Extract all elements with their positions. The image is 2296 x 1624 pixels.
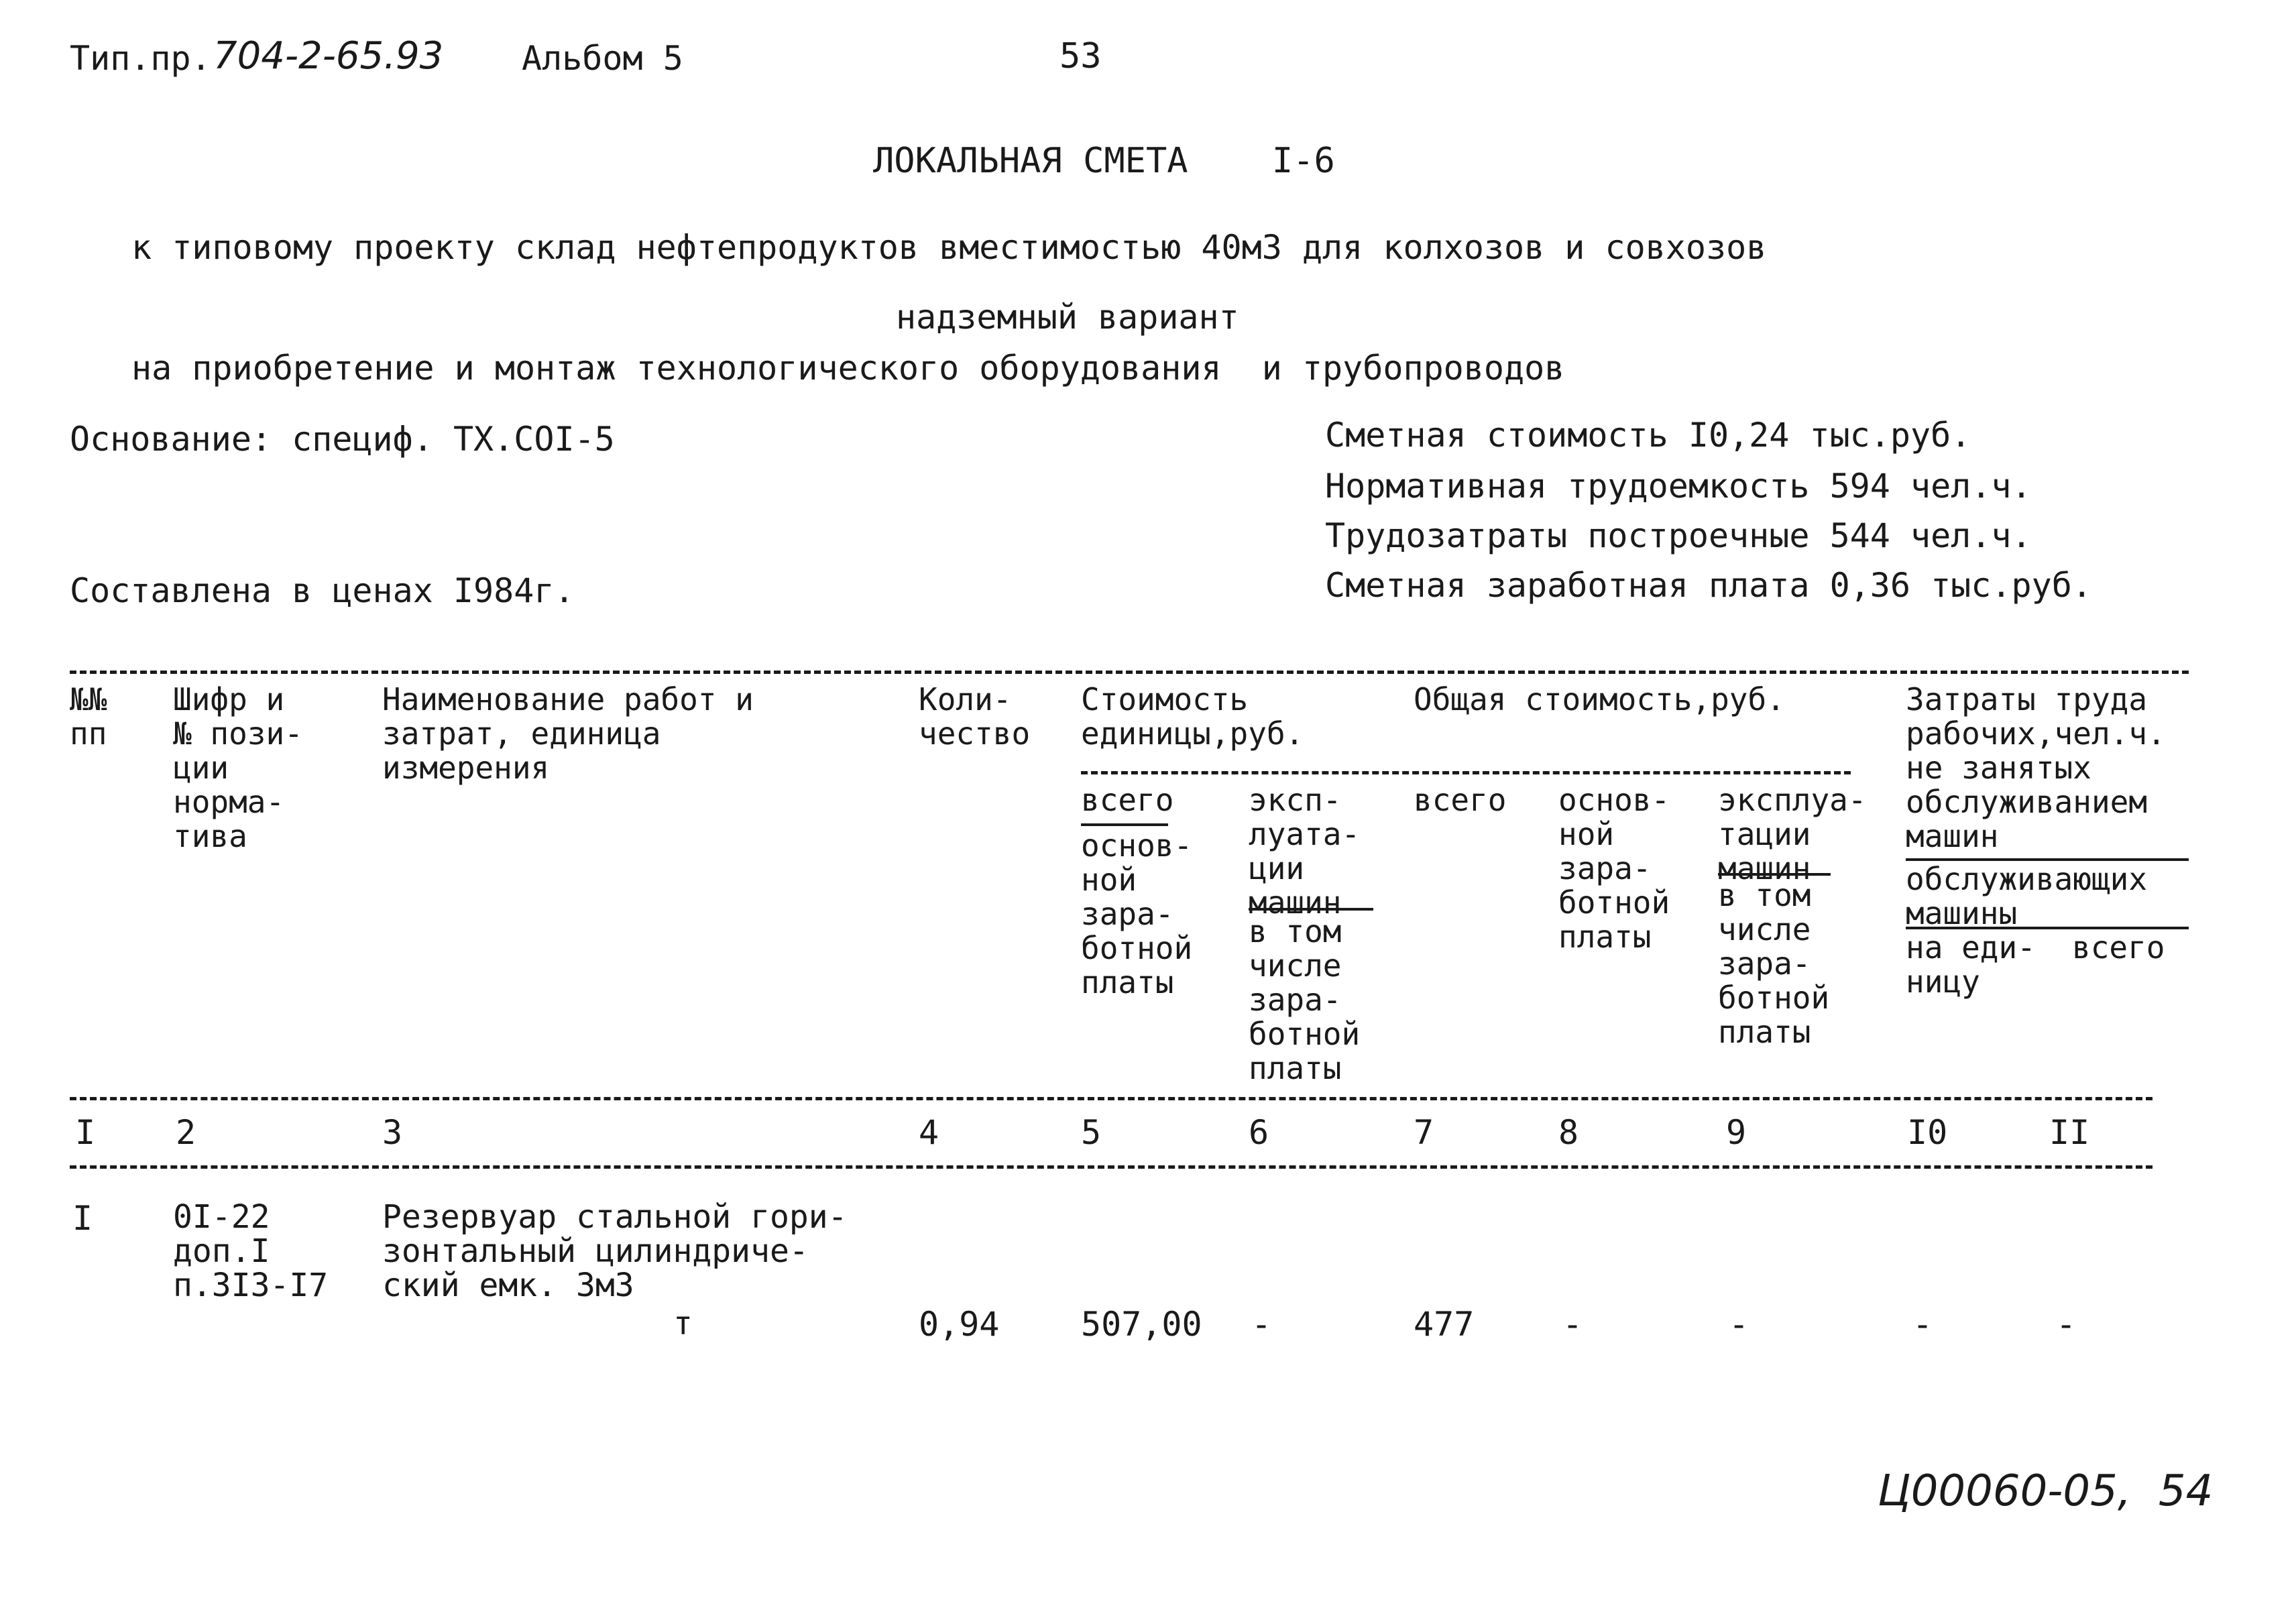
- subtitle-variant: надземный вариант: [896, 298, 1239, 337]
- unit-cost-subrule: [1081, 771, 1851, 774]
- row-total-mach: -: [1729, 1305, 1749, 1344]
- row-name: Резервуар стальной гори- зонтальный цилиндриче- ский емк. 3м3: [382, 1198, 848, 1304]
- summary-wages: Сметная заработная плата 0,36 тыс.руб.: [1325, 566, 2092, 605]
- basis-text: Основание: специф. ТХ.СОI-5: [70, 420, 615, 459]
- col-header-unit-mach-top: эксп- луата- ции машин: [1249, 782, 1361, 921]
- row-unit-total: 507,00: [1081, 1305, 1202, 1344]
- col-header-total-mach-top: эксплуа- тации машин: [1718, 782, 1867, 886]
- prices-year: Составлена в ценах I984г.: [70, 571, 575, 610]
- col-header-total-all: всего: [1414, 782, 1507, 818]
- colnum-bottom-rule: [70, 1165, 2152, 1169]
- col-number: 6: [1249, 1113, 1269, 1152]
- col-header-code: Шифр и № пози- ции норма- тива: [173, 681, 303, 854]
- col-header-unit-cost: Стоимость единицы,руб.: [1081, 681, 1304, 752]
- col-header-unit-total-bottom: основ- ной зара- ботной платы: [1081, 827, 1193, 1000]
- row-num: I: [72, 1199, 93, 1238]
- summary-labor-norm: Нормативная трудоемкость 594 чел.ч.: [1325, 467, 2032, 506]
- row-labor-all: -: [2056, 1305, 2077, 1344]
- col-number: 8: [1558, 1113, 1579, 1152]
- col-number: 9: [1726, 1113, 1747, 1152]
- row-total-all: 477: [1414, 1305, 1475, 1344]
- handwritten-footer-note: Ц00060-05, 54: [1878, 1466, 2214, 1516]
- col-header-unit-total-top: всего: [1081, 782, 1174, 818]
- col-header-total-wage: основ- ной зара- ботной платы: [1558, 782, 1670, 955]
- table-top-rule: [70, 671, 2189, 674]
- row-unit: т: [673, 1305, 693, 1342]
- col-number: II: [2049, 1113, 2090, 1152]
- header-bottom-rule: [70, 1097, 2152, 1100]
- row-qty: 0,94: [919, 1305, 1000, 1344]
- col-header-labor-all: всего: [2072, 929, 2165, 966]
- row-unit-mach: -: [1251, 1305, 1272, 1344]
- col-number: 5: [1081, 1113, 1102, 1152]
- summary-cost: Сметная стоимость I0,24 тыс.руб.: [1325, 416, 1971, 455]
- page-number: 53: [1059, 36, 1102, 76]
- col-number: 3: [382, 1113, 403, 1152]
- col-number: I: [75, 1113, 96, 1152]
- row-total-wage: -: [1562, 1305, 1583, 1344]
- col-header-total-mach-bottom: в том числе зара- ботной платы: [1718, 877, 1830, 1050]
- subtitle-project: к типовому проекту склад нефтепродуктов вместимостью 40м3 для колхозов и совхозов: [131, 228, 1767, 267]
- subtitle-scope: на приобретение и монтаж технологического оборудования и трубопроводов: [131, 349, 1565, 388]
- col-header-qty: Коли- чество: [919, 681, 1031, 752]
- col-number: I0: [1907, 1113, 1948, 1152]
- col-number: 7: [1414, 1113, 1434, 1152]
- unit-total-underline: [1081, 823, 1168, 826]
- col-header-total-cost: Общая стоимость,руб.: [1414, 681, 1785, 717]
- col-header-labor-b: обслуживающих машины: [1906, 861, 2148, 931]
- row-code: 0I-22 доп.I п.3I3-I7: [173, 1198, 329, 1304]
- col-header-name: Наименование работ и затрат, единица измерения: [382, 681, 754, 786]
- col-number: 4: [919, 1113, 939, 1152]
- col-header-num: №№ пп: [70, 681, 107, 752]
- row-labor-unit: -: [1912, 1305, 1933, 1344]
- album-label: Альбом 5: [522, 39, 683, 78]
- col-number: 2: [176, 1113, 196, 1152]
- col-header-labor-per-unit: на еди- ницу: [1906, 929, 2036, 1000]
- project-number: 704-2-65.93: [213, 34, 444, 78]
- col-header-labor-a: Затраты труда рабочих,чел.ч. не занятых обслуживанием машин: [1906, 681, 2166, 854]
- summary-labor-build: Трудозатраты построечные 544 чел.ч.: [1325, 516, 2032, 555]
- header-prefix: Тип.пр.: [70, 39, 211, 78]
- document-title: ЛОКАЛЬНАЯ СМЕТА I-6: [873, 141, 1335, 181]
- col-header-unit-mach-bottom: в том числе зара- ботной платы: [1249, 913, 1361, 1086]
